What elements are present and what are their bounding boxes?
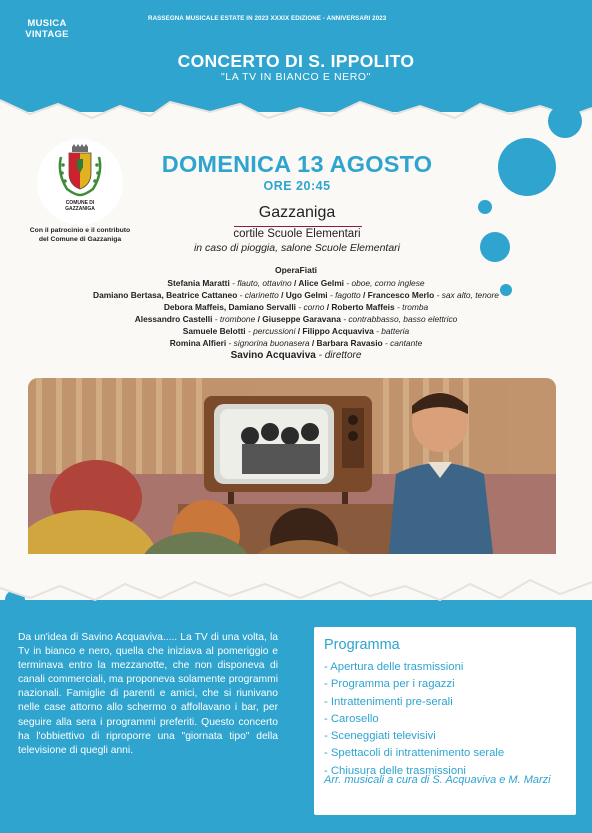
concert-title: CONCERTO DI S. IPPOLITO (177, 51, 415, 71)
torn-paper-bottom (0, 554, 592, 614)
musician-role: - corno (296, 302, 325, 312)
musician-name: / Alice Gelmi (291, 278, 345, 288)
concert-subtitle: "LA TV IN BIANCO E NERO" (220, 71, 372, 83)
event-venue: cortile Scuole Elementari (233, 228, 361, 240)
rain-venue: in caso di pioggia, salone Scuole Elementari (193, 242, 401, 254)
director-role: - direttore (315, 350, 362, 361)
musician-name: / Barbara Ravasio (309, 338, 383, 348)
program-title: Programma (324, 637, 400, 653)
musician-name: Damiano Bertasa, Beatrice Cattaneo (93, 290, 238, 300)
musician-name: Alessandro Castelli (134, 314, 213, 324)
decor-circle (480, 232, 510, 262)
coat-of-arms-icon (55, 143, 105, 201)
event-date: DOMENICA 13 AGOSTO (161, 151, 433, 177)
musician-role: - flauto, ottavino (229, 278, 292, 288)
program-item: - Sceneggiati televisivi (324, 730, 436, 743)
tag-line-2: VINTAGE (25, 29, 69, 40)
musicians-row (0, 338, 592, 348)
program-item: - Chiusura delle trasmissioni (324, 764, 466, 777)
program-item: - Apertura delle trasmissioni (324, 661, 464, 673)
decor-circle (548, 104, 582, 138)
musicians-row (0, 326, 592, 336)
musician-role: - clarinetto (237, 290, 279, 300)
musician-name: / Ugo Gelmi (278, 290, 328, 300)
musician-role: - percussioni (245, 326, 296, 336)
musician-name: Samuele Belotti (182, 326, 246, 336)
musician-name: Stefania Maratti (167, 278, 230, 288)
program-list (324, 659, 574, 780)
arrangements-credit: Arr. musicali a cura di S. Acquaviva e M. Marzi (324, 774, 551, 786)
crest-caption (50, 200, 110, 212)
decor-circle (498, 138, 556, 196)
musician-name: / Filippo Acquaviva (295, 326, 374, 336)
torn-paper-top (0, 92, 592, 132)
musicians-row (0, 302, 592, 312)
decor-circle (478, 200, 492, 214)
event-place: Gazzaniga (258, 204, 336, 221)
director-name: Savino Acquaviva (230, 350, 316, 361)
tag-line-1: MUSICA (27, 18, 67, 29)
musicians-row (0, 314, 592, 324)
musicians-row (0, 278, 592, 288)
ensemble-name: OperaFiati (274, 265, 318, 275)
musicians-row (0, 290, 592, 300)
program-item: - Programma per i ragazzi (324, 678, 455, 691)
crest-caption-line-2: GAZZANIGA (65, 206, 95, 212)
musician-role: - trombone (212, 314, 256, 324)
musician-role: - sax alto, tenore (434, 290, 499, 300)
program-item: - Spettacoli di intrattenimento serale (324, 747, 505, 760)
patronage-note: Con il patrocinio e il contributo del Comune di Gazzaniga (29, 227, 131, 243)
event-time: ORE 20:45 (263, 179, 331, 193)
program-item: - Intrattenimenti pre-serali (324, 695, 453, 708)
musician-role: - fagotto (327, 290, 361, 300)
musician-role: - contrabbasso, basso elettrico (340, 314, 458, 324)
musician-role: - cantante (382, 338, 423, 348)
director-line (0, 350, 592, 361)
story-paragraph: Da un'idea di Savino Acquaviva..... La TV di una volta, la Tv in bianco e nero, quella che iniziava al pomeriggio e terminava entro la mezzanotte, che non disponeva di canali commerciali, ma proponeva solamente programmi nazionali. Famiglie di parenti e amici, che si riunivano nelle case attorno allo schermo o affollavano i bar, per seguire alla sera i programmi preferiti. Questo concerto ha l'obbiettivo di riproporre una "giornata tipo" della televisione di quegli anni. (18, 632, 278, 756)
musician-role: - batteria (373, 326, 410, 336)
festival-line: RASSEGNA MUSICALE ESTATE IN 2023 XXXIX EDIZIONE - ANNIVERSARI 2023 (148, 15, 387, 22)
program-item: - Carosello (324, 712, 379, 725)
musician-name: / Roberto Maffeis (324, 302, 395, 312)
divider (234, 226, 362, 227)
musician-name: Debora Maffeis, Damiano Servalli (163, 302, 296, 312)
musician-role: - signorina buonasera (226, 338, 310, 348)
musician-name: / Francesco Merlo (360, 290, 435, 300)
vintage-tv-illustration (28, 378, 556, 562)
musician-name: Romina Alfieri (169, 338, 227, 348)
crest-caption-line-1: COMUNE DI (65, 200, 95, 206)
series-tag (18, 18, 76, 40)
musician-role: - oboe, corno inglese (344, 278, 425, 288)
musician-name: / Giuseppe Garavana (255, 314, 341, 324)
musician-role: - tromba (394, 302, 429, 312)
